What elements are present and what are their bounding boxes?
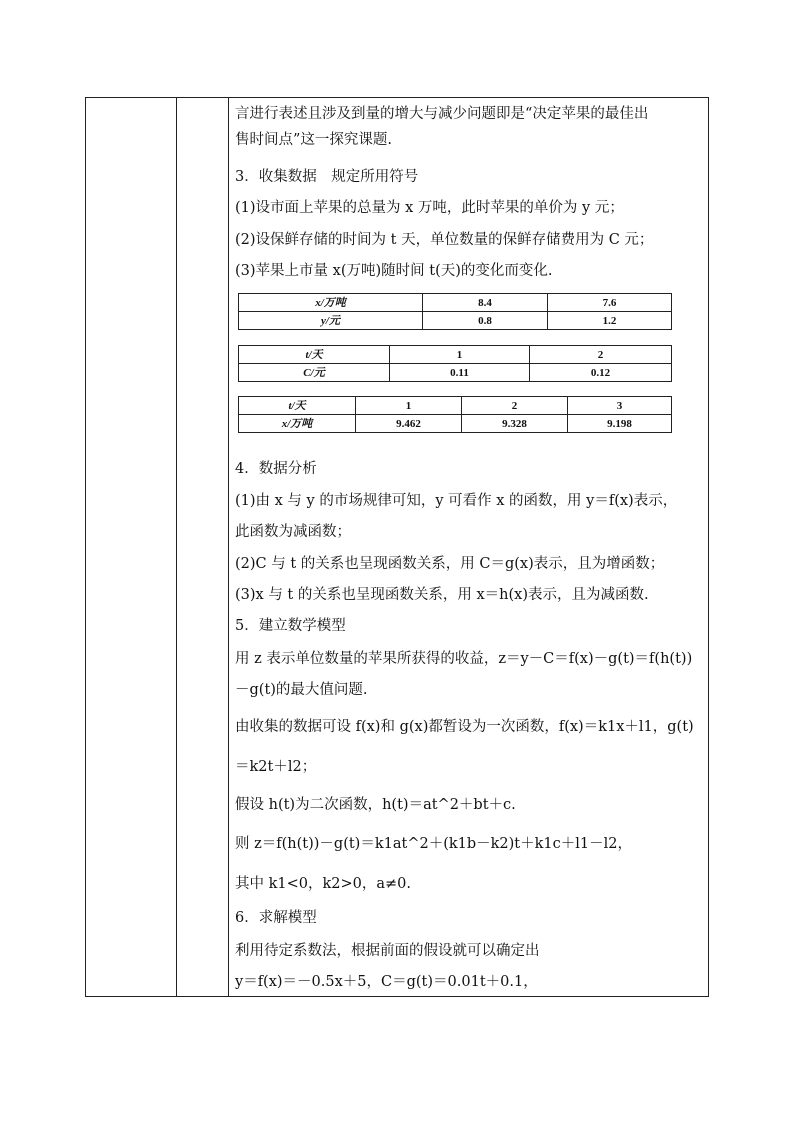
table-row (239, 294, 672, 312)
text-line-13: 用 z 表示单位数量的苹果所获得的收益，z＝y－C＝f(x)－g(t)＝f(h(t)) (235, 651, 693, 667)
table-cell: 1 (356, 397, 462, 415)
table-header-cell: t/天 (239, 346, 390, 364)
text-line-17: 假设 h(t)为二次函数，h(t)＝at^2＋bt＋c. (235, 797, 516, 813)
text-line-19: 其中 k1<0，k2>0，a≠0. (235, 876, 412, 892)
table-cell: 1 (390, 346, 530, 364)
section-heading-6: 6．求解模型 (235, 910, 317, 926)
table-header-cell: y/元 (239, 312, 423, 330)
table-cell: 9.328 (462, 415, 568, 433)
outer-table-frame (85, 97, 709, 997)
table-cell: 0.12 (530, 364, 672, 382)
table-row (239, 364, 672, 382)
table-row (239, 312, 672, 330)
text-line-15: 由收集的数据可设 f(x)和 g(x)都暂设为一次函数，f(x)＝k1x＋l1，g(t) (235, 719, 694, 735)
table-cell: 8.4 (423, 294, 548, 312)
table-cell: 1.2 (548, 312, 672, 330)
text-line-5: (2)设保鲜存储的时间为 t 天，单位数量的保鲜存储费用为 C 元； (235, 232, 654, 248)
table-cell: 0.8 (423, 312, 548, 330)
text-line-8: (1)由 x 与 y 的市场规律可知，y 可看作 x 的函数，用 y＝f(x)表示， (235, 493, 678, 509)
table-x-y (238, 293, 672, 330)
table-cell: 9.198 (568, 415, 672, 433)
table-row (239, 397, 672, 415)
table-header-cell: x/万吨 (239, 415, 356, 433)
section-heading-5: 5．建立数学模型 (235, 618, 346, 634)
column-divider-2 (228, 98, 229, 996)
table-header-cell: C/元 (239, 364, 390, 382)
table-cell: 0.11 (390, 364, 530, 382)
table-cell: 2 (530, 346, 672, 364)
text-line-10: (2)C 与 t 的关系也呈现函数关系，用 C＝g(x)表示，且为增函数； (235, 556, 665, 572)
table-cell: 7.6 (548, 294, 672, 312)
table-header-cell: t/天 (239, 397, 356, 415)
text-line-18: 则 z＝f(h(t))－g(t)＝k1at^2＋(k1b－k2)t＋k1c＋l1－l2， (235, 836, 632, 852)
text-line-11: (3)x 与 t 的关系也呈现函数关系，用 x＝h(x)表示，且为减函数. (235, 587, 649, 603)
section-heading-4: 4．数据分析 (235, 461, 317, 477)
text-line-2: 售时间点”这一探究课题. (235, 132, 393, 148)
text-line-21: 利用待定系数法，根据前面的假设就可以确定出 (235, 943, 540, 959)
table-cell: 2 (462, 397, 568, 415)
text-line-4: (1)设市面上苹果的总量为 x 万吨，此时苹果的单价为 y 元； (235, 200, 624, 216)
text-line-16: ＝k2t＋l2； (235, 759, 317, 775)
text-line-6: (3)苹果上市量 x(万吨)随时间 t(天)的变化而变化. (235, 263, 553, 279)
text-line-22: y＝f(x)＝－0.5x＋5，C＝g(t)＝0.01t＋0.1， (235, 974, 538, 990)
text-line-14: －g(t)的最大值问题. (235, 682, 368, 698)
table-cell: 3 (568, 397, 672, 415)
table-t-x (238, 396, 672, 433)
table-cell: 9.462 (356, 415, 462, 433)
text-line-1: 言进行表述且涉及到量的增大与减少问题即是“决定苹果的最佳出 (235, 106, 649, 122)
table-row (239, 346, 672, 364)
table-t-c (238, 345, 672, 382)
table-row (239, 415, 672, 433)
table-header-cell: x/万吨 (239, 294, 423, 312)
column-divider-1 (176, 98, 177, 996)
section-heading-3: 3．收集数据 规定所用符号 (235, 169, 419, 185)
text-line-9: 此函数为减函数； (235, 524, 351, 540)
